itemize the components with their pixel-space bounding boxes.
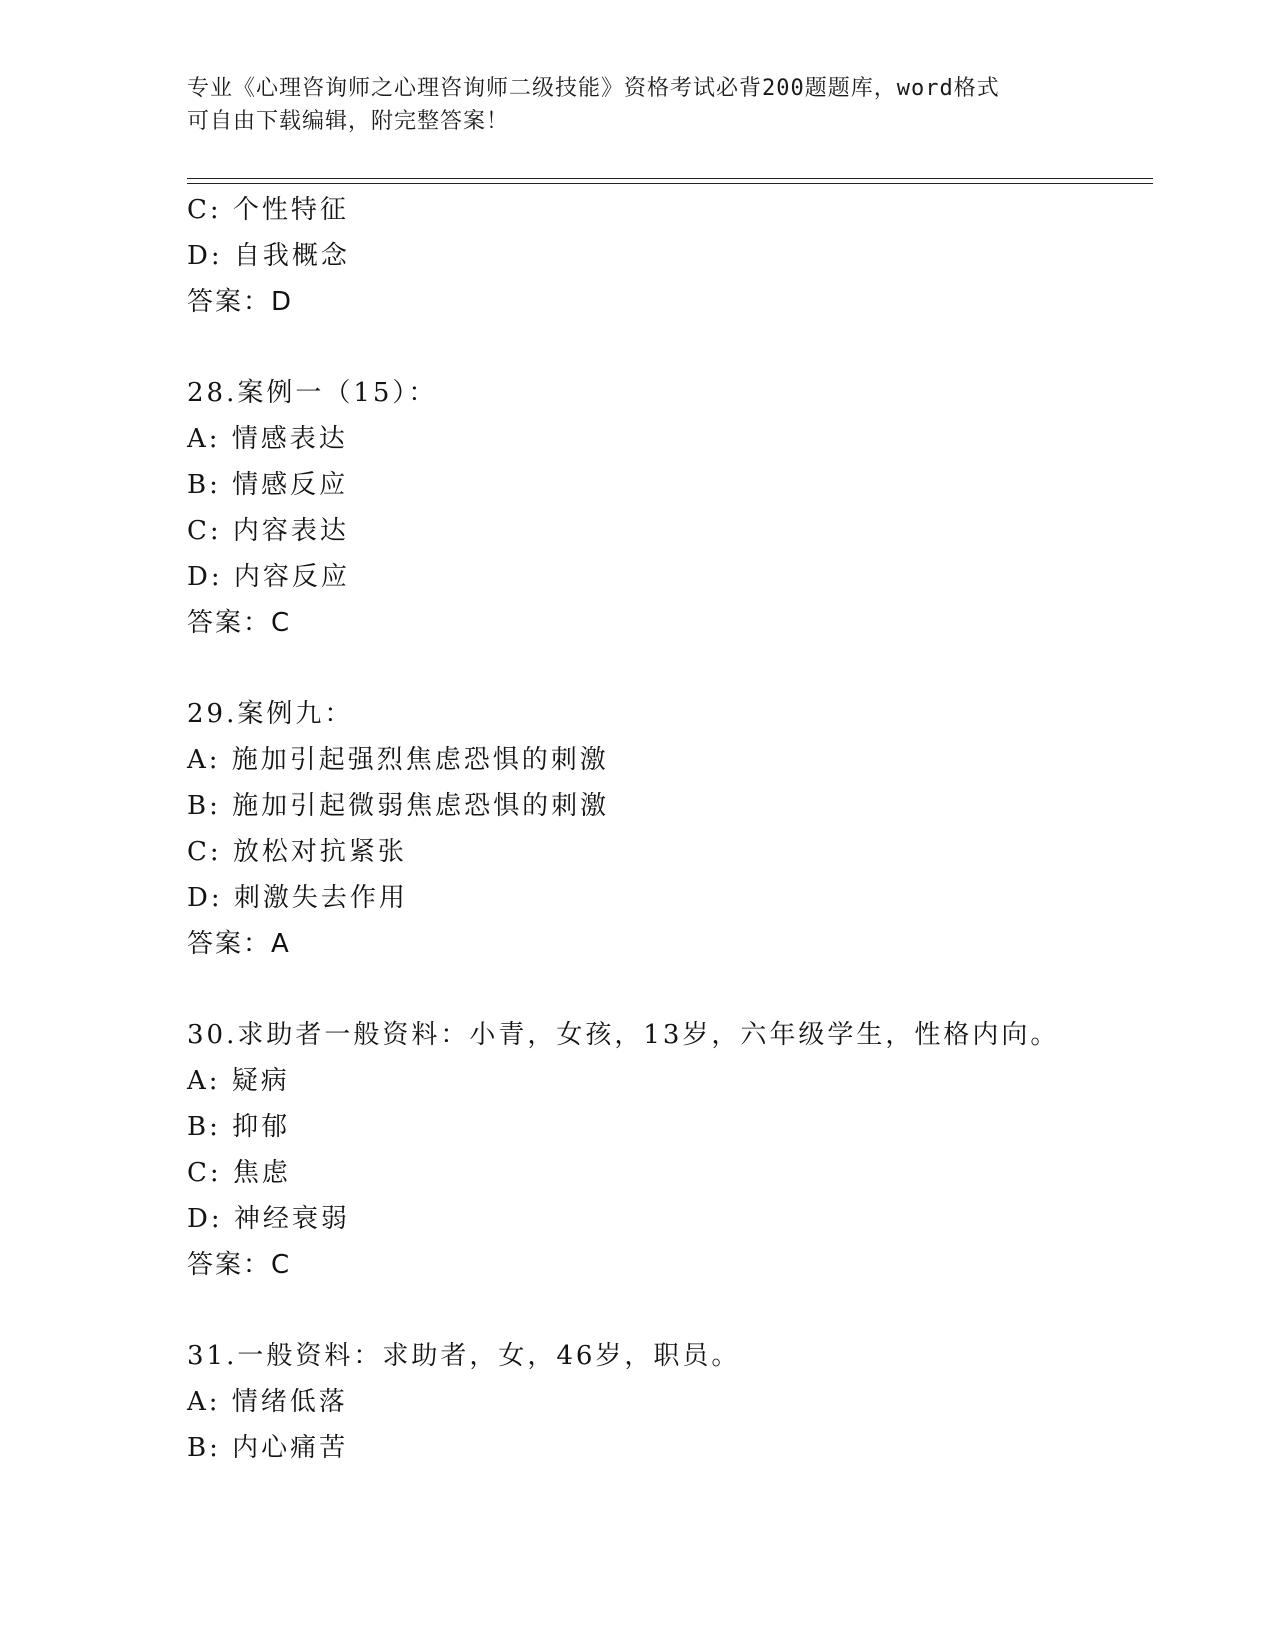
- question-29: [187, 691, 1187, 967]
- question-title: 30.求助者一般资料：小青，女孩，13岁，六年级学生，性格内向。: [187, 1020, 1060, 1050]
- option-line: D: 神经衰弱: [187, 1204, 350, 1234]
- option-line: A: 情绪低落: [187, 1387, 348, 1417]
- option-line: A: 施加引起强烈焦虑恐惧的刺激: [187, 745, 609, 775]
- question-title: 28.案例一（15）：: [187, 378, 438, 408]
- document-header: [187, 72, 1087, 138]
- answer-line: 答案：C: [187, 608, 292, 638]
- question-30: [187, 1012, 1187, 1288]
- header-divider-top: [187, 178, 1153, 179]
- option-line: A: 情感表达: [187, 424, 348, 454]
- question-31: [187, 1333, 1187, 1471]
- option-line: A: 疑病: [187, 1066, 290, 1096]
- carryover-block: [187, 187, 1187, 325]
- option-line: C: 放松对抗紧张: [187, 837, 407, 867]
- question-28: [187, 370, 1187, 646]
- answer-line: 答案：A: [187, 929, 291, 959]
- option-line: B: 情感反应: [187, 470, 349, 500]
- question-title: 29.案例九：: [187, 699, 354, 729]
- question-list: [187, 187, 1187, 1471]
- header-line-2: 可自由下载编辑，附完整答案！: [187, 109, 510, 134]
- answer-line: 答案：C: [187, 1250, 292, 1280]
- header-divider-bottom: [187, 183, 1153, 184]
- question-title: 31.一般资料：求助者，女，46岁，职员。: [187, 1341, 741, 1371]
- answer-line: 答案：D: [187, 287, 294, 317]
- option-line: C: 内容表达: [187, 516, 349, 546]
- option-line: B: 施加引起微弱焦虑恐惧的刺激: [187, 791, 610, 821]
- option-line: C: 焦虑: [187, 1158, 291, 1188]
- option-line: D: 刺激失去作用: [187, 883, 408, 913]
- option-line: C: 个性特征: [187, 195, 349, 225]
- option-line: D: 内容反应: [187, 562, 350, 592]
- option-line: B: 抑郁: [187, 1112, 291, 1142]
- option-line: B: 内心痛苦: [187, 1433, 349, 1463]
- header-line-1: 专业《心理咨询师之心理咨询师二级技能》资格考试必背200题题库，word格式: [187, 76, 1000, 101]
- option-line: D: 自我概念: [187, 241, 350, 271]
